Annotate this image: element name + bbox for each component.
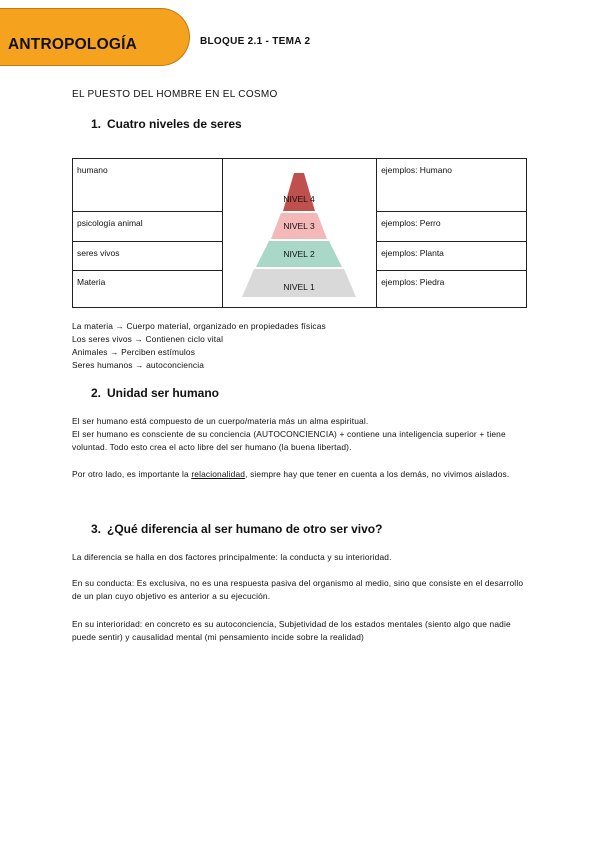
section-3-heading [91,522,382,536]
section-2-paragraph-2 [72,468,532,481]
table-cell-right: ejemplos: Humano [377,159,527,212]
table-cell-right: ejemplos: Perro [377,212,527,241]
document-title: EL PUESTO DEL HOMBRE EN EL COSMO [72,89,278,100]
pyramid-label-2: NIVEL 2 [283,249,315,259]
section-2-number: 2. [91,386,102,400]
section-3-paragraph-3: En su interioridad: en concreto es su autoconciencia, Subjetividad de los estados mentales (siento algo que nadie puede sentir) y causalidad mental (mi pensamiento incide sobre la realidad) [72,619,511,642]
summary-line: Los seres vivos → Contienen ciclo vital [72,334,224,344]
summary-line: Seres humanos → autoconciencia [72,360,205,370]
section-3-paragraph-1: La diferencia se halla en dos factores principalmente: la conducta y su interioridad. [72,552,392,562]
section-1-heading [91,117,242,131]
levels-pyramid [223,159,376,305]
pyramid-cell [223,159,377,308]
paragraph-line: El ser humano es consciente de su conciencia (AUTOCONCIENCIA) + contiene una inteligencia superior + tiene voluntad. Todo esto crea el acto libre del ser humano (la buena libertad). [72,429,506,452]
pyramid-label-1: NIVEL 1 [283,282,315,292]
levels-table [72,158,527,308]
pyramid-level-4 [283,173,315,211]
paragraph-text: Por otro lado, es importante la [72,469,192,479]
section-2-paragraph-1 [72,415,532,454]
table-cell-left: Materia [73,270,223,307]
pyramid-label-3: NIVEL 3 [283,221,315,231]
section-3-number: 3. [91,522,102,536]
section-2-title: Unidad ser humano [107,386,220,400]
table-cell-left: seres vivos [73,241,223,270]
table-cell-left: psicología animal [73,212,223,241]
table-cell-left: humano [73,159,223,212]
section-2-heading [91,386,219,400]
section-1-number: 1. [91,117,102,131]
section-3-paragraph-2: En su conducta: Es exclusiva, no es una respuesta pasiva del organismo al medio, sino que consiste en el desarrollo de un plan cuyo objetivo es anterior a su ejecución. [72,578,524,601]
levels-summary [72,320,532,372]
relacionalidad-term: relacionalidad [191,469,246,479]
table-cell-right: ejemplos: Piedra [377,270,527,307]
summary-line: La materia → Cuerpo material, organizado en propiedades físicas [72,321,326,331]
pyramid-label-4: NIVEL 4 [283,194,315,204]
paragraph-line: El ser humano está compuesto de un cuerpo/materia más un alma espiritual. [72,416,369,426]
block-label: BLOQUE 2.1 - TEMA 2 [200,36,311,47]
summary-line: Animales → Perciben estímulos [72,347,196,357]
table-cell-right: ejemplos: Planta [377,241,527,270]
paragraph-text: , siempre hay que tener en cuenta a los demás, no vivimos aislados. [245,469,510,479]
section-1-title: Cuatro niveles de seres [107,117,242,131]
subject-title: ANTROPOLOGÍA [8,36,137,53]
section-3-title: ¿Qué diferencia al ser humano de otro ser vivo? [107,522,383,536]
